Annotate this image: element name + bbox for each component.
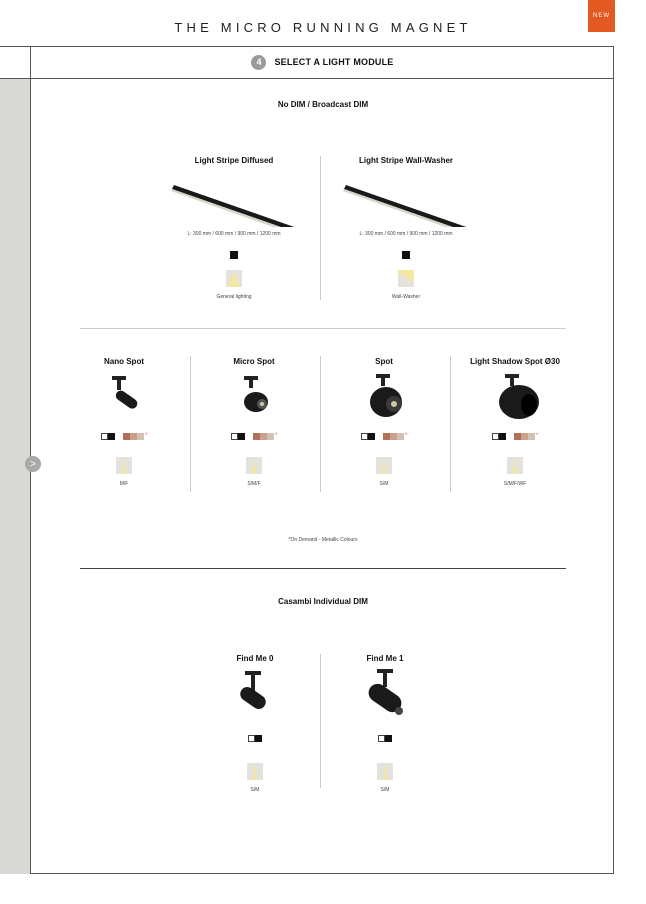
color-swatches: * xyxy=(455,433,575,451)
beam-label: General lighting xyxy=(216,294,252,300)
beam-label: Wall-Washer xyxy=(391,294,421,300)
beam-label: S/M/F/WF xyxy=(503,481,527,487)
product-name: Light Stripe Wall-Washer xyxy=(358,156,454,165)
next-page-button[interactable]: > xyxy=(25,456,41,472)
beam-wall-washer-icon xyxy=(398,270,414,287)
nano-spot-image xyxy=(64,374,184,420)
dimensions-text: L: 300 mm / 600 mm / 900 mm / 1200 mm xyxy=(359,231,453,237)
page-title: THE MICRO RUNNING MAGNET xyxy=(174,20,472,35)
beam-spot-icon xyxy=(507,457,523,474)
dimensions-text: L: 300 mm / 600 mm / 900 mm / 1200 mm xyxy=(187,231,281,237)
light-stripe-diffused-image xyxy=(160,173,308,227)
product-find-me-0[interactable] xyxy=(195,654,315,793)
column-divider xyxy=(320,156,321,300)
beam-label: M/F xyxy=(119,481,129,487)
product-find-me-1[interactable] xyxy=(325,654,445,793)
column-divider xyxy=(320,356,321,492)
color-swatches: * xyxy=(324,433,444,451)
light-shadow-spot-image xyxy=(455,374,575,420)
product-name: Light Shadow Spot Ø30 xyxy=(470,357,560,366)
product-light-shadow-spot[interactable] xyxy=(455,357,575,487)
light-stripe-wall-washer-image xyxy=(332,173,480,227)
new-badge: NEW xyxy=(588,0,615,32)
beam-general-icon xyxy=(226,270,242,287)
beam-spot-icon xyxy=(376,457,392,474)
section-divider xyxy=(80,568,566,569)
find-me-0-image xyxy=(195,669,315,729)
product-name: Spot xyxy=(375,357,393,366)
product-name: Find Me 0 xyxy=(236,654,274,663)
beam-spot-icon xyxy=(246,457,262,474)
beam-label: S/M xyxy=(250,787,260,793)
product-spot[interactable] xyxy=(324,357,444,487)
beam-label: S/M xyxy=(380,787,390,793)
side-panel xyxy=(0,79,31,874)
section-title-no-dim: No DIM / Broadcast DIM xyxy=(277,100,369,109)
step-header xyxy=(31,46,614,79)
step-number: 4 xyxy=(251,55,266,70)
color-swatches: * xyxy=(194,433,314,451)
step-title: SELECT A LIGHT MODULE xyxy=(274,57,394,67)
column-divider xyxy=(450,356,451,492)
side-panel-header xyxy=(0,46,31,79)
spot-image xyxy=(324,374,444,420)
product-nano-spot[interactable] xyxy=(64,357,184,487)
column-divider xyxy=(190,356,191,492)
color-swatch-black xyxy=(230,251,238,259)
product-name: Nano Spot xyxy=(104,357,144,366)
beam-label: S/M/F xyxy=(247,481,261,487)
footnote: *On Demand - Metallic Colours xyxy=(288,537,358,543)
product-light-stripe-wall-washer[interactable] xyxy=(332,156,480,300)
product-light-stripe-diffused[interactable] xyxy=(160,156,308,300)
product-micro-spot[interactable] xyxy=(194,357,314,487)
beam-spot-icon xyxy=(247,763,263,780)
micro-spot-image xyxy=(194,374,314,420)
section-divider xyxy=(80,328,566,329)
beam-spot-icon xyxy=(116,457,132,474)
color-swatches xyxy=(378,735,392,752)
product-name: Find Me 1 xyxy=(366,654,404,663)
product-name: Micro Spot xyxy=(233,357,275,366)
color-swatch-black xyxy=(402,251,410,259)
beam-label: S/M xyxy=(379,481,389,487)
color-swatches xyxy=(248,735,262,752)
beam-spot-icon xyxy=(377,763,393,780)
color-swatches: * xyxy=(64,433,184,451)
column-divider xyxy=(320,654,321,788)
find-me-1-image xyxy=(325,669,445,729)
product-name: Light Stripe Diffused xyxy=(194,156,274,165)
section-title-casambi: Casambi Individual DIM xyxy=(278,597,368,606)
